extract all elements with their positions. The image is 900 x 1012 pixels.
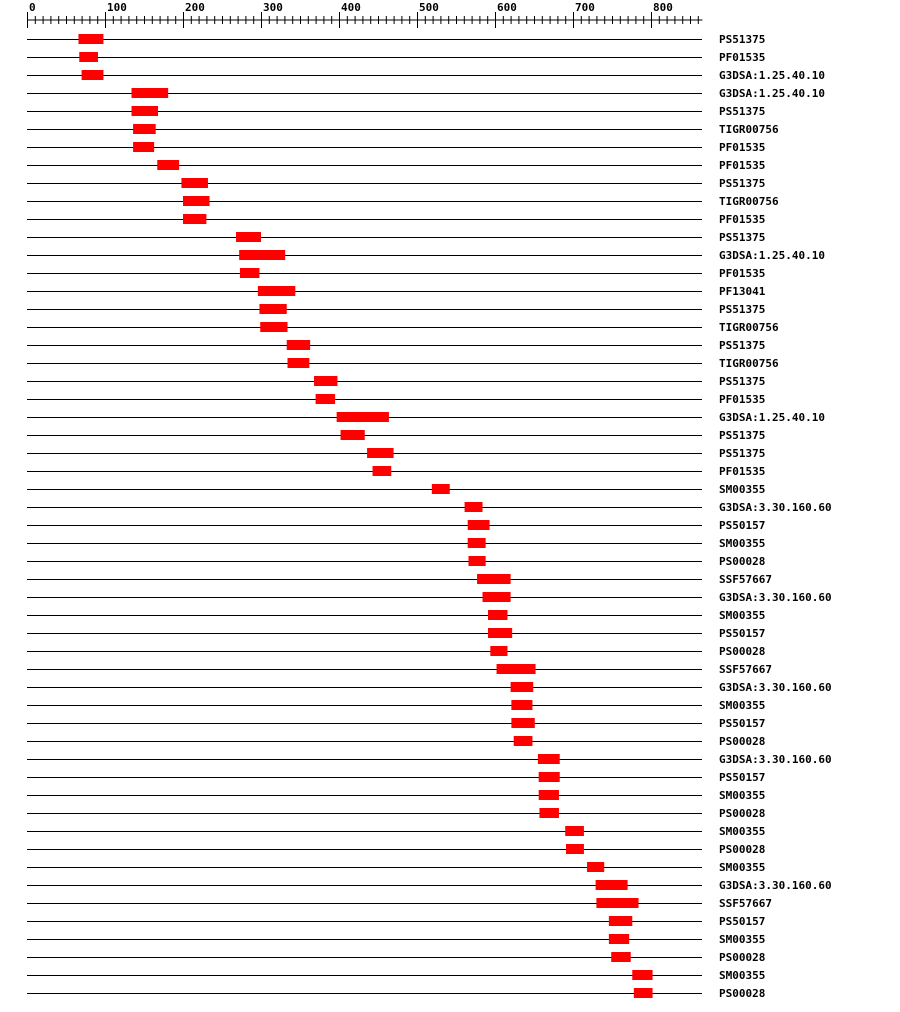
- x-tick-label: 0: [29, 1, 36, 14]
- domain-bar: [511, 718, 534, 728]
- domain-row: [27, 951, 765, 964]
- domain-label: PF01535: [719, 393, 766, 406]
- domain-label: PS50157: [719, 717, 766, 730]
- domain-label: PS51375: [719, 231, 766, 244]
- domain-row: [27, 609, 765, 622]
- domain-row: [27, 717, 765, 730]
- domain-label: PF01535: [719, 159, 766, 172]
- domain-row: [27, 771, 765, 784]
- domain-bar: [483, 592, 511, 602]
- domain-bar: [490, 646, 507, 656]
- domain-bar: [82, 70, 104, 80]
- domain-bar: [565, 826, 584, 836]
- domain-row: [27, 879, 832, 892]
- domain-row: [27, 789, 765, 802]
- domain-label: PF01535: [719, 141, 766, 154]
- domain-label: SM00355: [719, 825, 766, 838]
- domain-row: [27, 681, 832, 694]
- domain-row: [27, 321, 779, 334]
- domain-row: [27, 123, 779, 136]
- domain-row: [27, 825, 765, 838]
- domain-row: [27, 267, 765, 280]
- domain-bar: [133, 124, 156, 134]
- domain-label: PS00028: [719, 843, 766, 856]
- domain-label: PS50157: [719, 627, 766, 640]
- domain-bar: [539, 772, 560, 782]
- domain-rows: [27, 33, 832, 1000]
- domain-bar: [236, 232, 261, 242]
- domain-bar: [465, 502, 483, 512]
- domain-label: SM00355: [719, 789, 766, 802]
- domain-label: G3DSA:1.25.40.10: [719, 411, 825, 424]
- domain-bar: [468, 520, 490, 530]
- domain-label: PS00028: [719, 555, 766, 568]
- domain-bar: [497, 664, 536, 674]
- domain-bar: [477, 574, 511, 584]
- domain-label: PF01535: [719, 213, 766, 226]
- domain-bar: [596, 880, 628, 890]
- domain-label: PS50157: [719, 771, 766, 784]
- domain-row: [27, 897, 772, 910]
- domain-label: PS51375: [719, 339, 766, 352]
- domain-label: SM00355: [719, 861, 766, 874]
- domain-row: [27, 249, 825, 262]
- domain-row: [27, 375, 765, 388]
- domain-bar: [514, 736, 533, 746]
- domain-row: [27, 357, 779, 370]
- domain-bar: [337, 412, 389, 422]
- domain-label: G3DSA:1.25.40.10: [719, 87, 825, 100]
- x-tick-label: 100: [107, 1, 127, 14]
- domain-row: [27, 339, 765, 352]
- domain-row: [27, 591, 832, 604]
- domain-label: PS51375: [719, 33, 766, 46]
- domain-row: [27, 33, 765, 46]
- domain-bar: [78, 34, 103, 44]
- domain-label: PS00028: [719, 987, 766, 1000]
- domain-bar: [538, 754, 560, 764]
- domain-row: [27, 69, 825, 82]
- domain-bar: [488, 628, 512, 638]
- domain-row: [27, 105, 765, 118]
- domain-row: [27, 555, 765, 568]
- x-tick-label: 700: [575, 1, 595, 14]
- domain-bar: [79, 52, 98, 62]
- domain-bar: [341, 430, 365, 440]
- domain-bar: [611, 952, 631, 962]
- domain-bar: [596, 898, 638, 908]
- domain-label: G3DSA:3.30.160.60: [719, 501, 832, 514]
- domain-label: G3DSA:3.30.160.60: [719, 753, 832, 766]
- domain-label: TIGR00756: [719, 357, 779, 370]
- domain-bar: [183, 214, 206, 224]
- domain-row: [27, 195, 779, 208]
- domain-row: [27, 411, 825, 424]
- domain-row: [27, 753, 832, 766]
- domain-label: SM00355: [719, 933, 766, 946]
- x-tick-label: 500: [419, 1, 439, 14]
- domain-bar: [432, 484, 450, 494]
- domain-bar: [609, 916, 632, 926]
- domain-label: PS00028: [719, 645, 766, 658]
- domain-bar: [367, 448, 394, 458]
- domain-row: [27, 807, 765, 820]
- x-tick-label: 400: [341, 1, 361, 14]
- domain-row: [27, 645, 765, 658]
- domain-bar: [488, 610, 508, 620]
- domain-label: G3DSA:1.25.40.10: [719, 69, 825, 82]
- domain-row: [27, 735, 765, 748]
- domain-row: [27, 969, 765, 982]
- domain-row: [27, 987, 765, 1000]
- domain-row: [27, 141, 765, 154]
- domain-bar: [132, 106, 159, 116]
- domain-row: [27, 699, 765, 712]
- domain-bar: [539, 808, 559, 818]
- domain-row: [27, 933, 765, 946]
- domain-bar: [632, 970, 652, 980]
- domain-label: PS51375: [719, 303, 766, 316]
- domain-bar: [609, 934, 629, 944]
- domain-label: TIGR00756: [719, 321, 779, 334]
- domain-bar: [511, 682, 534, 692]
- domain-bar: [634, 988, 653, 998]
- domain-row: [27, 537, 765, 550]
- domain-label: G3DSA:3.30.160.60: [719, 879, 832, 892]
- x-tick-label: 200: [185, 1, 205, 14]
- domain-label: SM00355: [719, 483, 766, 496]
- domain-label: SSF57667: [719, 663, 772, 676]
- domain-bar: [468, 556, 485, 566]
- domain-row: [27, 843, 765, 856]
- domain-bar: [511, 700, 532, 710]
- domain-row: [27, 51, 765, 64]
- domain-label: PF01535: [719, 465, 766, 478]
- domain-bar: [259, 304, 286, 314]
- domain-row: [27, 447, 765, 460]
- domain-label: PS51375: [719, 447, 766, 460]
- domain-label: G3DSA:3.30.160.60: [719, 681, 832, 694]
- domain-bar: [260, 322, 287, 332]
- domain-row: [27, 303, 765, 316]
- domain-label: PF13041: [719, 285, 766, 298]
- domain-label: PS51375: [719, 105, 766, 118]
- domain-row: [27, 483, 765, 496]
- domain-label: SM00355: [719, 969, 766, 982]
- domain-bar: [566, 844, 584, 854]
- domain-row: [27, 501, 832, 514]
- domain-bar: [314, 376, 337, 386]
- domain-bar: [373, 466, 392, 476]
- domain-bar: [133, 142, 154, 152]
- domain-label: PS50157: [719, 519, 766, 532]
- domain-row: [27, 429, 765, 442]
- domain-row: [27, 861, 765, 874]
- x-axis: [27, 1, 702, 28]
- domain-bar: [316, 394, 336, 404]
- domain-bar: [587, 862, 604, 872]
- domain-label: SM00355: [719, 699, 766, 712]
- domain-label: G3DSA:1.25.40.10: [719, 249, 825, 262]
- domain-row: [27, 213, 765, 226]
- domain-bar: [183, 196, 210, 206]
- domain-label: SM00355: [719, 537, 766, 550]
- domain-label: PS00028: [719, 951, 766, 964]
- domain-bar: [132, 88, 169, 98]
- domain-label: SSF57667: [719, 897, 772, 910]
- x-tick-label: 300: [263, 1, 283, 14]
- x-tick-label: 600: [497, 1, 517, 14]
- domain-label: PS51375: [719, 177, 766, 190]
- domain-bar: [468, 538, 486, 548]
- domain-label: PS51375: [719, 375, 766, 388]
- domain-row: [27, 393, 765, 406]
- domain-bar: [157, 160, 179, 170]
- domain-bar: [288, 358, 310, 368]
- domain-label: PS00028: [719, 735, 766, 748]
- domain-bar: [239, 250, 285, 260]
- domain-row: [27, 627, 765, 640]
- domain-row: [27, 519, 765, 532]
- domain-bar: [258, 286, 295, 296]
- domain-row: [27, 465, 765, 478]
- domain-bar: [287, 340, 310, 350]
- x-tick-label: 800: [653, 1, 673, 14]
- domain-label: PF01535: [719, 51, 766, 64]
- domain-label: G3DSA:3.30.160.60: [719, 591, 832, 604]
- domain-label: PS50157: [719, 915, 766, 928]
- domain-row: [27, 87, 825, 100]
- domain-bar: [181, 178, 208, 188]
- domain-bar: [539, 790, 559, 800]
- domain-label: PS00028: [719, 807, 766, 820]
- domain-row: [27, 573, 772, 586]
- domain-row: [27, 663, 772, 676]
- domain-label: SSF57667: [719, 573, 772, 586]
- domain-bar: [240, 268, 260, 278]
- domain-row: [27, 177, 765, 190]
- domain-label: TIGR00756: [719, 123, 779, 136]
- domain-row: [27, 159, 765, 172]
- domain-label: PS51375: [719, 429, 766, 442]
- domain-label: TIGR00756: [719, 195, 779, 208]
- domain-label: PF01535: [719, 267, 766, 280]
- domain-row: [27, 915, 765, 928]
- domain-row: [27, 285, 766, 298]
- domain-row: [27, 231, 765, 244]
- domain-label: SM00355: [719, 609, 766, 622]
